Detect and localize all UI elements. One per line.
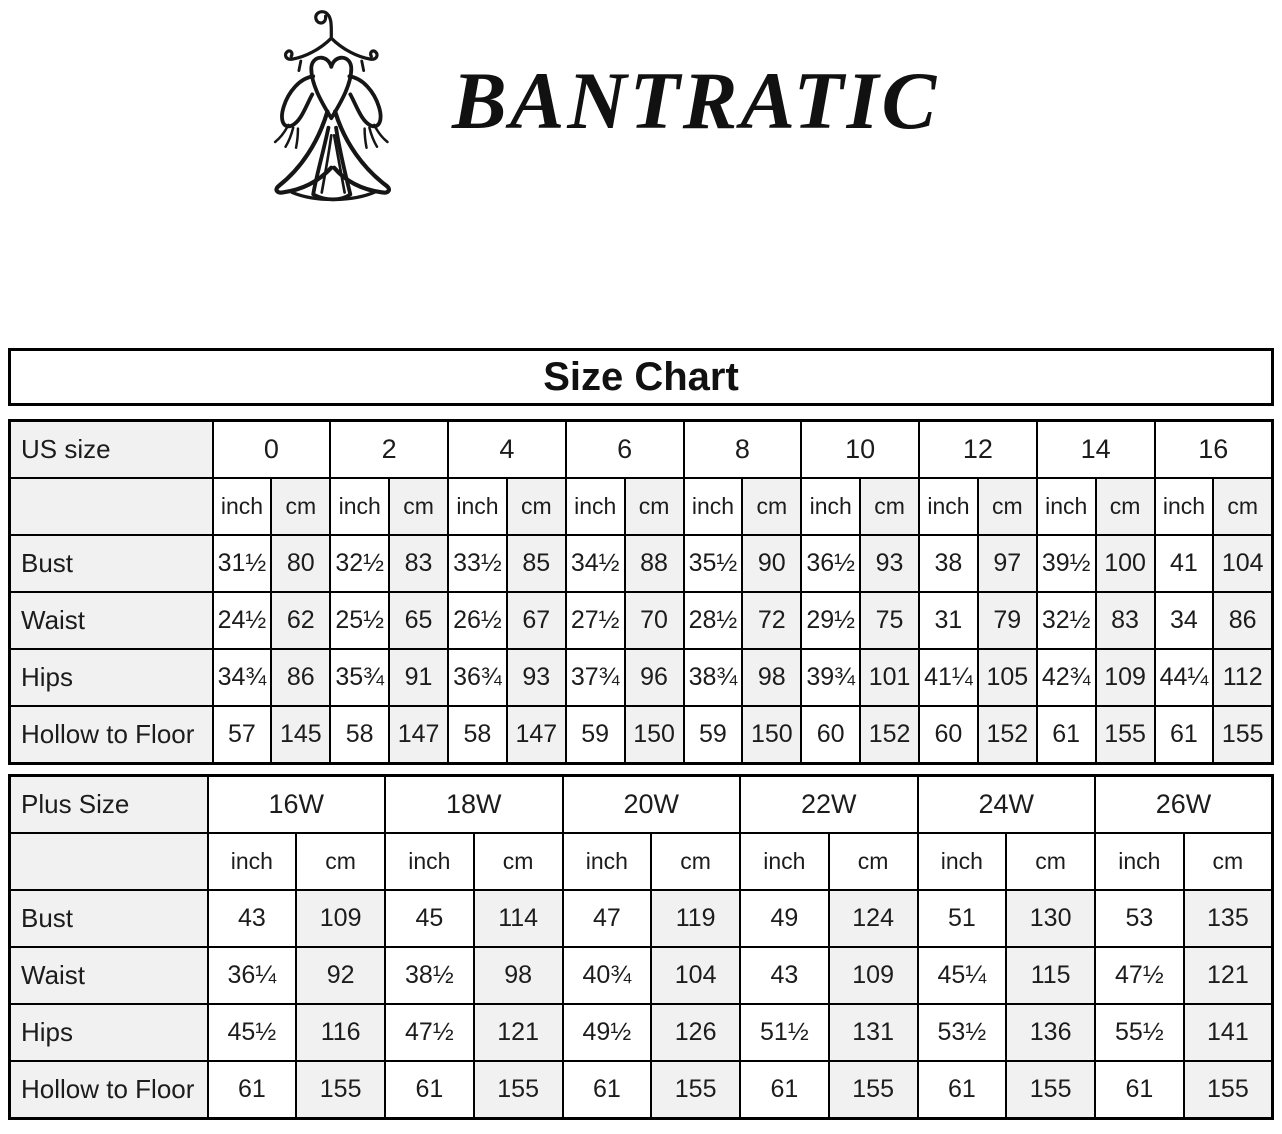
measurement-value: 34½: [566, 535, 625, 592]
measurement-value: 45¼: [918, 947, 1007, 1004]
measurement-value: 155: [1184, 1061, 1273, 1119]
measurement-value: 36½: [801, 535, 860, 592]
measurement-value: 75: [860, 592, 919, 649]
unit-cm-header: cm: [860, 478, 919, 535]
measurement-value: 130: [1006, 890, 1095, 947]
unit-cm-header: cm: [507, 478, 566, 535]
measurement-value: 152: [860, 706, 919, 764]
measurement-value: 88: [625, 535, 684, 592]
measurement-value: 119: [651, 890, 740, 947]
measurement-value: 32½: [330, 535, 389, 592]
measurement-value: 49: [740, 890, 829, 947]
measurement-value: 124: [829, 890, 918, 947]
measurement-value: 150: [742, 706, 801, 764]
measurement-value: 93: [507, 649, 566, 706]
measurement-value: 91: [389, 649, 448, 706]
measurement-value: 47½: [385, 1004, 474, 1061]
measurement-value: 96: [625, 649, 684, 706]
measurement-value: 101: [860, 649, 919, 706]
measurement-value: 41: [1155, 535, 1214, 592]
measurement-value: 27½: [566, 592, 625, 649]
size-header: 6: [566, 421, 684, 479]
unit-inch-header: inch: [1155, 478, 1214, 535]
measurement-value: 36¼: [208, 947, 297, 1004]
measurement-value: 35½: [684, 535, 743, 592]
unit-cm-header: cm: [1213, 478, 1272, 535]
measurement-value: 90: [742, 535, 801, 592]
measurement-value: 45: [385, 890, 474, 947]
measurement-value: 126: [651, 1004, 740, 1061]
unit-cm-header: cm: [1184, 833, 1273, 890]
measurement-value: 67: [507, 592, 566, 649]
measurement-value: 53½: [918, 1004, 1007, 1061]
unit-inch-header: inch: [918, 833, 1007, 890]
unit-inch-header: inch: [919, 478, 978, 535]
measurement-value: 155: [1096, 706, 1155, 764]
measurement-value: 145: [271, 706, 330, 764]
unit-inch-header: inch: [740, 833, 829, 890]
measurement-value: 39¾: [801, 649, 860, 706]
measurement-value: 49½: [563, 1004, 652, 1061]
measurement-value: 40¾: [563, 947, 652, 1004]
measurement-value: 38½: [385, 947, 474, 1004]
units-row-spacer: [10, 478, 213, 535]
measurement-value: 109: [829, 947, 918, 1004]
measurement-value: 34¾: [213, 649, 272, 706]
size-header: 10: [801, 421, 919, 479]
unit-cm-header: cm: [742, 478, 801, 535]
size-group-label: US size: [10, 421, 213, 479]
size-header: 16: [1155, 421, 1273, 479]
size-header: 4: [448, 421, 566, 479]
measurement-value: 60: [919, 706, 978, 764]
measurement-value: 86: [1213, 592, 1272, 649]
measurement-value: 72: [742, 592, 801, 649]
measurement-value: 97: [978, 535, 1037, 592]
measurement-value: 65: [389, 592, 448, 649]
measurement-value: 37¾: [566, 649, 625, 706]
measurement-value: 135: [1184, 890, 1273, 947]
measurement-value: 51: [918, 890, 1007, 947]
measurement-value: 41¼: [919, 649, 978, 706]
measurement-row-label: Waist: [10, 947, 208, 1004]
unit-inch-header: inch: [684, 478, 743, 535]
measurement-value: 115: [1006, 947, 1095, 1004]
measurement-value: 155: [296, 1061, 385, 1119]
unit-cm-header: cm: [1006, 833, 1095, 890]
measurement-value: 38¾: [684, 649, 743, 706]
measurement-value: 61: [1037, 706, 1096, 764]
measurement-value: 80: [271, 535, 330, 592]
measurement-value: 45½: [208, 1004, 297, 1061]
measurement-value: 62: [271, 592, 330, 649]
measurement-value: 47½: [1095, 947, 1184, 1004]
measurement-value: 47: [563, 890, 652, 947]
measurement-value: 61: [385, 1061, 474, 1119]
unit-inch-header: inch: [213, 478, 272, 535]
size-header: 18W: [385, 776, 563, 834]
unit-cm-header: cm: [1096, 478, 1155, 535]
measurement-value: 85: [507, 535, 566, 592]
measurement-row-label: Hollow to Floor: [10, 1061, 208, 1119]
measurement-value: 39½: [1037, 535, 1096, 592]
measurement-value: 25½: [330, 592, 389, 649]
unit-cm-header: cm: [978, 478, 1037, 535]
dress-on-hanger-icon: [244, 2, 430, 202]
unit-inch-header: inch: [801, 478, 860, 535]
measurement-value: 152: [978, 706, 1037, 764]
measurement-value: 61: [1095, 1061, 1184, 1119]
measurement-value: 58: [330, 706, 389, 764]
measurement-value: 116: [296, 1004, 385, 1061]
measurement-value: 93: [860, 535, 919, 592]
measurement-value: 29½: [801, 592, 860, 649]
measurement-value: 61: [740, 1061, 829, 1119]
unit-inch-header: inch: [208, 833, 297, 890]
measurement-value: 31½: [213, 535, 272, 592]
measurement-value: 55½: [1095, 1004, 1184, 1061]
size-header: 16W: [208, 776, 386, 834]
brand-header: [0, 0, 1282, 348]
measurement-value: 131: [829, 1004, 918, 1061]
measurement-value: 147: [507, 706, 566, 764]
measurement-value: 61: [1155, 706, 1214, 764]
measurement-value: 147: [389, 706, 448, 764]
measurement-value: 104: [651, 947, 740, 1004]
measurement-value: 114: [474, 890, 563, 947]
measurement-value: 24½: [213, 592, 272, 649]
measurement-value: 61: [208, 1061, 297, 1119]
measurement-value: 83: [1096, 592, 1155, 649]
unit-cm-header: cm: [625, 478, 684, 535]
size-group-label: Plus Size: [10, 776, 208, 834]
measurement-value: 28½: [684, 592, 743, 649]
unit-cm-header: cm: [296, 833, 385, 890]
unit-inch-header: inch: [1095, 833, 1184, 890]
measurement-value: 92: [296, 947, 385, 1004]
size-header: 26W: [1095, 776, 1273, 834]
measurement-value: 34: [1155, 592, 1214, 649]
measurement-value: 38: [919, 535, 978, 592]
measurement-value: 43: [208, 890, 297, 947]
measurement-value: 136: [1006, 1004, 1095, 1061]
measurement-value: 109: [296, 890, 385, 947]
us-size-table: [8, 419, 1274, 765]
measurement-value: 104: [1213, 535, 1272, 592]
size-header: 14: [1037, 421, 1155, 479]
measurement-row-label: Waist: [10, 592, 213, 649]
measurement-value: 155: [651, 1061, 740, 1119]
measurement-value: 32½: [1037, 592, 1096, 649]
measurement-value: 61: [563, 1061, 652, 1119]
unit-cm-header: cm: [651, 833, 740, 890]
measurement-value: 36¾: [448, 649, 507, 706]
plus-size-table: [8, 774, 1274, 1120]
measurement-value: 70: [625, 592, 684, 649]
unit-inch-header: inch: [385, 833, 474, 890]
size-header: 8: [684, 421, 802, 479]
brand-name: BANTRATIC: [452, 54, 940, 146]
unit-inch-header: inch: [330, 478, 389, 535]
size-chart-title: Size Chart: [543, 354, 739, 399]
measurement-value: 121: [1184, 947, 1273, 1004]
size-header: 12: [919, 421, 1037, 479]
measurement-value: 31: [919, 592, 978, 649]
unit-cm-header: cm: [389, 478, 448, 535]
measurement-value: 58: [448, 706, 507, 764]
measurement-row-label: Bust: [10, 890, 208, 947]
measurement-value: 98: [742, 649, 801, 706]
measurement-value: 109: [1096, 649, 1155, 706]
unit-inch-header: inch: [1037, 478, 1096, 535]
measurement-value: 86: [271, 649, 330, 706]
unit-inch-header: inch: [566, 478, 625, 535]
measurement-value: 43: [740, 947, 829, 1004]
size-header: 0: [213, 421, 331, 479]
measurement-value: 61: [918, 1061, 1007, 1119]
measurement-value: 155: [474, 1061, 563, 1119]
measurement-value: 155: [1213, 706, 1272, 764]
measurement-value: 112: [1213, 649, 1272, 706]
measurement-value: 59: [566, 706, 625, 764]
measurement-value: 42¾: [1037, 649, 1096, 706]
size-header: 20W: [563, 776, 741, 834]
size-header: 22W: [740, 776, 918, 834]
measurement-value: 141: [1184, 1004, 1273, 1061]
measurement-row-label: Hollow to Floor: [10, 706, 213, 764]
unit-cm-header: cm: [829, 833, 918, 890]
measurement-value: 33½: [448, 535, 507, 592]
measurement-value: 121: [474, 1004, 563, 1061]
unit-inch-header: inch: [563, 833, 652, 890]
measurement-value: 53: [1095, 890, 1184, 947]
measurement-value: 155: [829, 1061, 918, 1119]
measurement-value: 59: [684, 706, 743, 764]
measurement-value: 57: [213, 706, 272, 764]
measurement-value: 98: [474, 947, 563, 1004]
measurement-value: 51½: [740, 1004, 829, 1061]
size-header: 24W: [918, 776, 1096, 834]
measurement-value: 26½: [448, 592, 507, 649]
measurement-value: 35¾: [330, 649, 389, 706]
measurement-value: 155: [1006, 1061, 1095, 1119]
measurement-row-label: Hips: [10, 649, 213, 706]
measurement-value: 150: [625, 706, 684, 764]
unit-inch-header: inch: [448, 478, 507, 535]
measurement-value: 60: [801, 706, 860, 764]
measurement-row-label: Bust: [10, 535, 213, 592]
unit-cm-header: cm: [271, 478, 330, 535]
unit-cm-header: cm: [474, 833, 563, 890]
size-header: 2: [330, 421, 448, 479]
measurement-row-label: Hips: [10, 1004, 208, 1061]
size-chart-title-box: [8, 348, 1274, 406]
measurement-value: 79: [978, 592, 1037, 649]
measurement-value: 105: [978, 649, 1037, 706]
measurement-value: 44¼: [1155, 649, 1214, 706]
measurement-value: 100: [1096, 535, 1155, 592]
units-row-spacer: [10, 833, 208, 890]
measurement-value: 83: [389, 535, 448, 592]
